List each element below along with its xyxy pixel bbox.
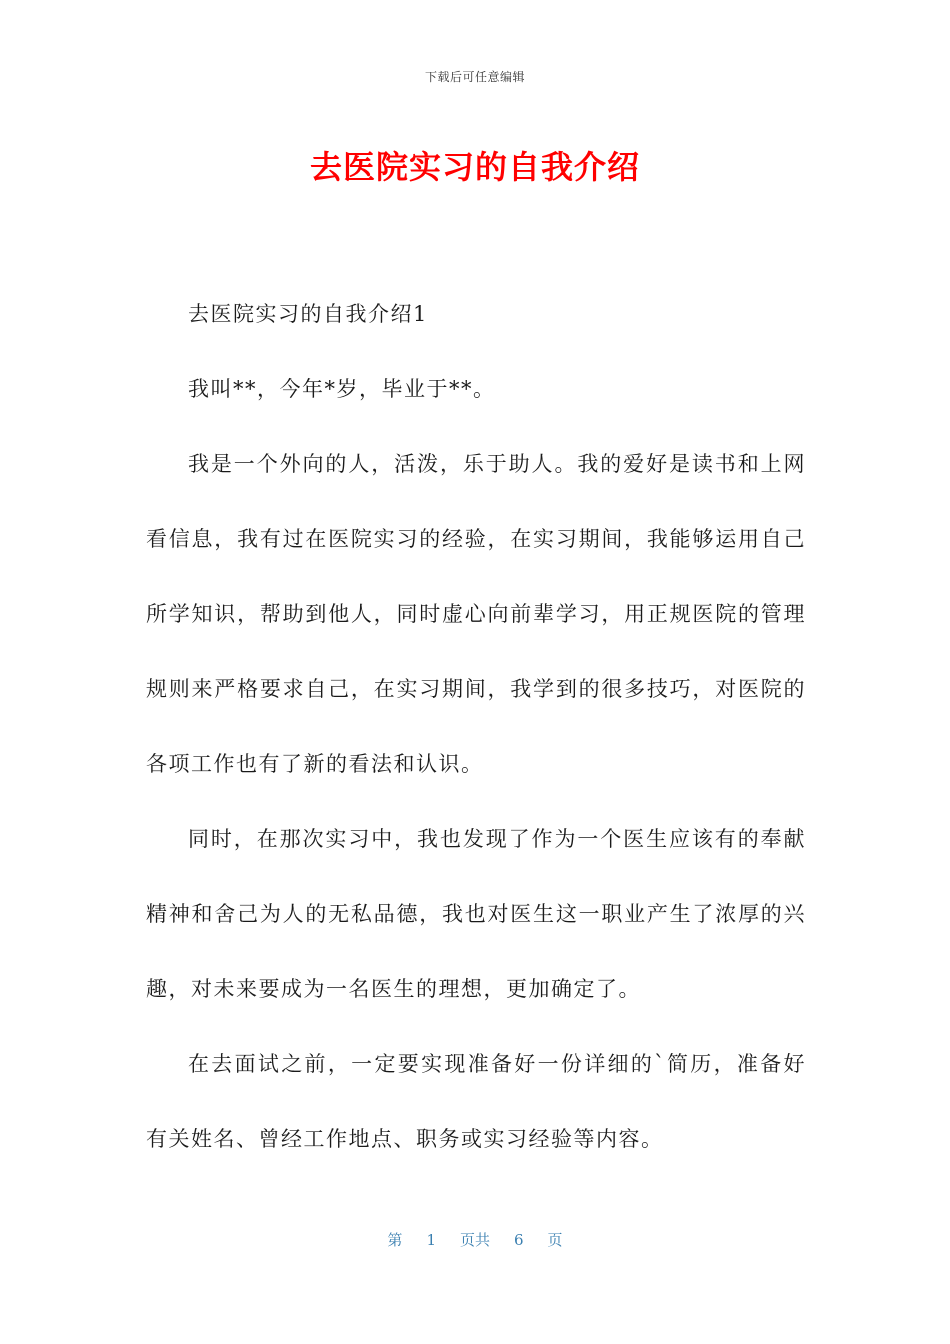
header-note: 下载后可任意编辑 [424,70,525,84]
page-prefix: 第 [387,1231,403,1249]
page-suffix: 页 [547,1231,563,1249]
paragraph: 我叫**，今年*岁，毕业于**。 [188,377,496,401]
page-total: 6 [514,1231,524,1249]
page-number: 1 [426,1231,436,1249]
paragraph: 我是一个外向的人，活泼，乐于助人。我的爱好是读书和上网看信息，我有过在医院实习的经验，在实习期间，我能够运用自己所学知识，帮助到他人，同时虚心向前辈学习，用正规医院的管理规则来严格要求自己，在实习期间，我学到的很多技巧，对医院的各项工作也有了新的看法和认识。 [146,452,806,776]
paragraph: 在去面试之前，一定要实现准备好一份详细的`简历，准备好有关姓名、曾经工作地点、职务或实习经验等内容。 [146,1052,806,1151]
document-body [146,277,806,1177]
page-middle: 页共 [459,1231,490,1249]
document-title: 去医院实习的自我介绍 [309,148,640,186]
page-footer [0,1229,950,1250]
paragraph: 同时，在那次实习中，我也发现了作为一个医生应该有的奉献精神和舍己为人的无私品德，我也对医生这一职业产生了浓厚的兴趣，对未来要成为一名医生的理想，更加确定了。 [146,827,806,1001]
section-heading: 去医院实习的自我介绍1 [188,302,428,326]
